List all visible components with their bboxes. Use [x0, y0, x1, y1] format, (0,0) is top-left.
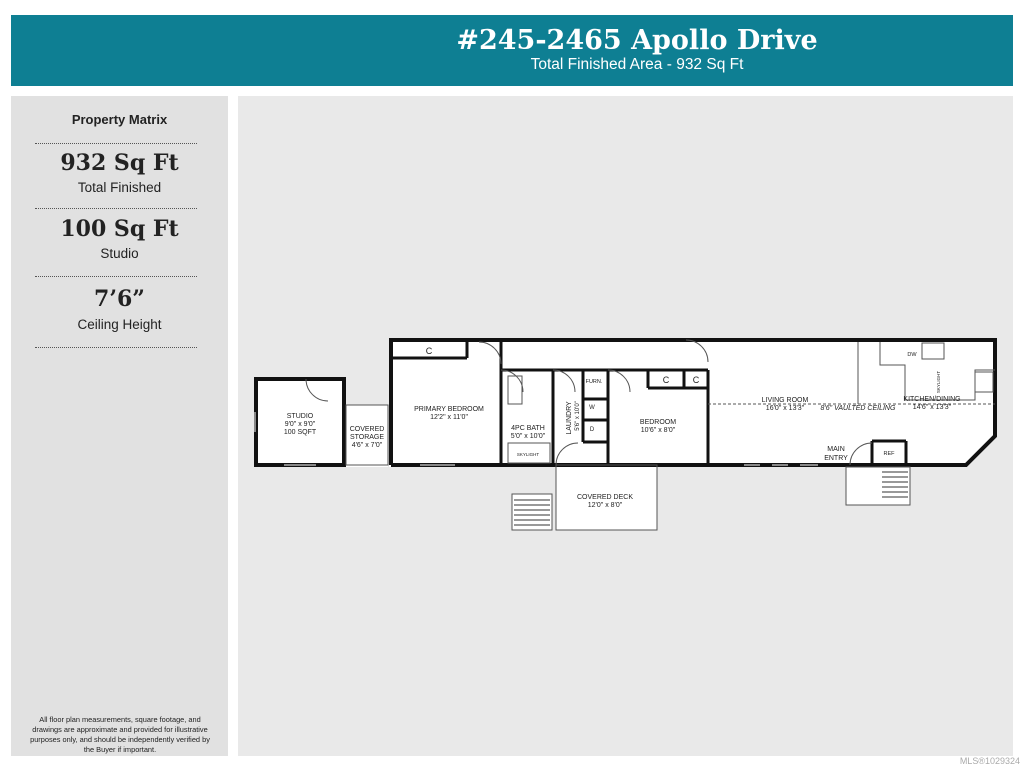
- dishwasher-label: DW: [907, 352, 917, 358]
- covered-storage-label: COVERED: [349, 426, 385, 433]
- dotted-divider: [35, 347, 197, 348]
- kitchen-dims: 14'6" x 13'3": [912, 404, 952, 411]
- kitchen-label: KITCHEN/DINING: [903, 396, 961, 403]
- laundry-dims: 5'6" x 10'0": [575, 401, 581, 431]
- page-title: #245-2465 Apollo Drive: [456, 25, 818, 56]
- page-subtitle: Total Finished Area - 932 Sq Ft: [530, 56, 744, 73]
- washer-label: W: [589, 405, 595, 411]
- kitchen-skylight-label: SKYLIGHT: [936, 370, 941, 394]
- closet-label: C: [662, 375, 670, 385]
- dryer-label: D: [589, 427, 595, 433]
- dotted-divider: [35, 276, 197, 277]
- bedroom-label: BEDROOM: [639, 419, 677, 426]
- primary-bedroom-label: PRIMARY BEDROOM: [414, 406, 484, 413]
- primary-bedroom-dims: 12'2" x 11'0": [430, 414, 468, 421]
- floor-plan-area: [238, 96, 1013, 756]
- stat-total-finished-value: 932 Sq Ft: [60, 150, 179, 176]
- main-entry-label-2: ENTRY: [824, 455, 848, 462]
- fridge-label: REF: [883, 451, 895, 457]
- main-entry-label: MAIN: [827, 446, 845, 453]
- header-banner: [11, 15, 1013, 86]
- living-room-label: LIVING ROOM: [761, 397, 809, 404]
- property-matrix-panel: [11, 96, 228, 756]
- stat-ceiling-value: 7’6”: [94, 286, 145, 312]
- covered-storage-label-2: STORAGE: [349, 434, 385, 441]
- dotted-divider: [35, 143, 197, 144]
- vaulted-ceiling-note: 8'6" VAULTED CEILING: [820, 405, 896, 412]
- furnace-label: FURN.: [585, 379, 603, 385]
- stat-ceiling-label: Ceiling Height: [77, 317, 162, 332]
- studio-label: STUDIO: [286, 413, 314, 420]
- bedroom-dims: 10'6" x 8'0": [640, 427, 676, 434]
- dotted-divider: [35, 208, 197, 209]
- stat-total-finished-label: Total Finished: [77, 180, 162, 195]
- covered-deck-label: COVERED DECK: [576, 494, 634, 501]
- studio-dims: 9'0" x 9'0": [284, 421, 316, 428]
- living-room-dims: 16'0" x 13'3": [765, 405, 805, 412]
- disclaimer-text: All floor plan measurements, square footage, and drawings are approximate and provided for illustrative purposes only, and should be independently verified by the Buyer if important.: [30, 715, 210, 754]
- mls-watermark: MLS®1029324: [959, 756, 1020, 766]
- bath-dims: 5'0" x 10'0": [510, 433, 546, 440]
- closet-label: C: [425, 346, 433, 356]
- closet-label: C: [692, 375, 700, 385]
- bath-skylight-label: SKYLIGHT: [516, 452, 540, 457]
- studio-extra: 100 SQFT: [283, 429, 317, 436]
- stat-studio-label: Studio: [100, 246, 139, 261]
- property-matrix-heading: Property Matrix: [71, 112, 168, 127]
- floor-plan-drawing: [238, 96, 1013, 756]
- bath-label: 4PC BATH: [511, 425, 545, 432]
- covered-storage-dims: 4'6" x 7'0": [351, 442, 383, 449]
- laundry-label: LAUNDRY: [566, 401, 573, 435]
- stat-studio-value: 100 Sq Ft: [60, 216, 179, 242]
- covered-deck-dims: 12'0" x 8'0": [587, 502, 623, 509]
